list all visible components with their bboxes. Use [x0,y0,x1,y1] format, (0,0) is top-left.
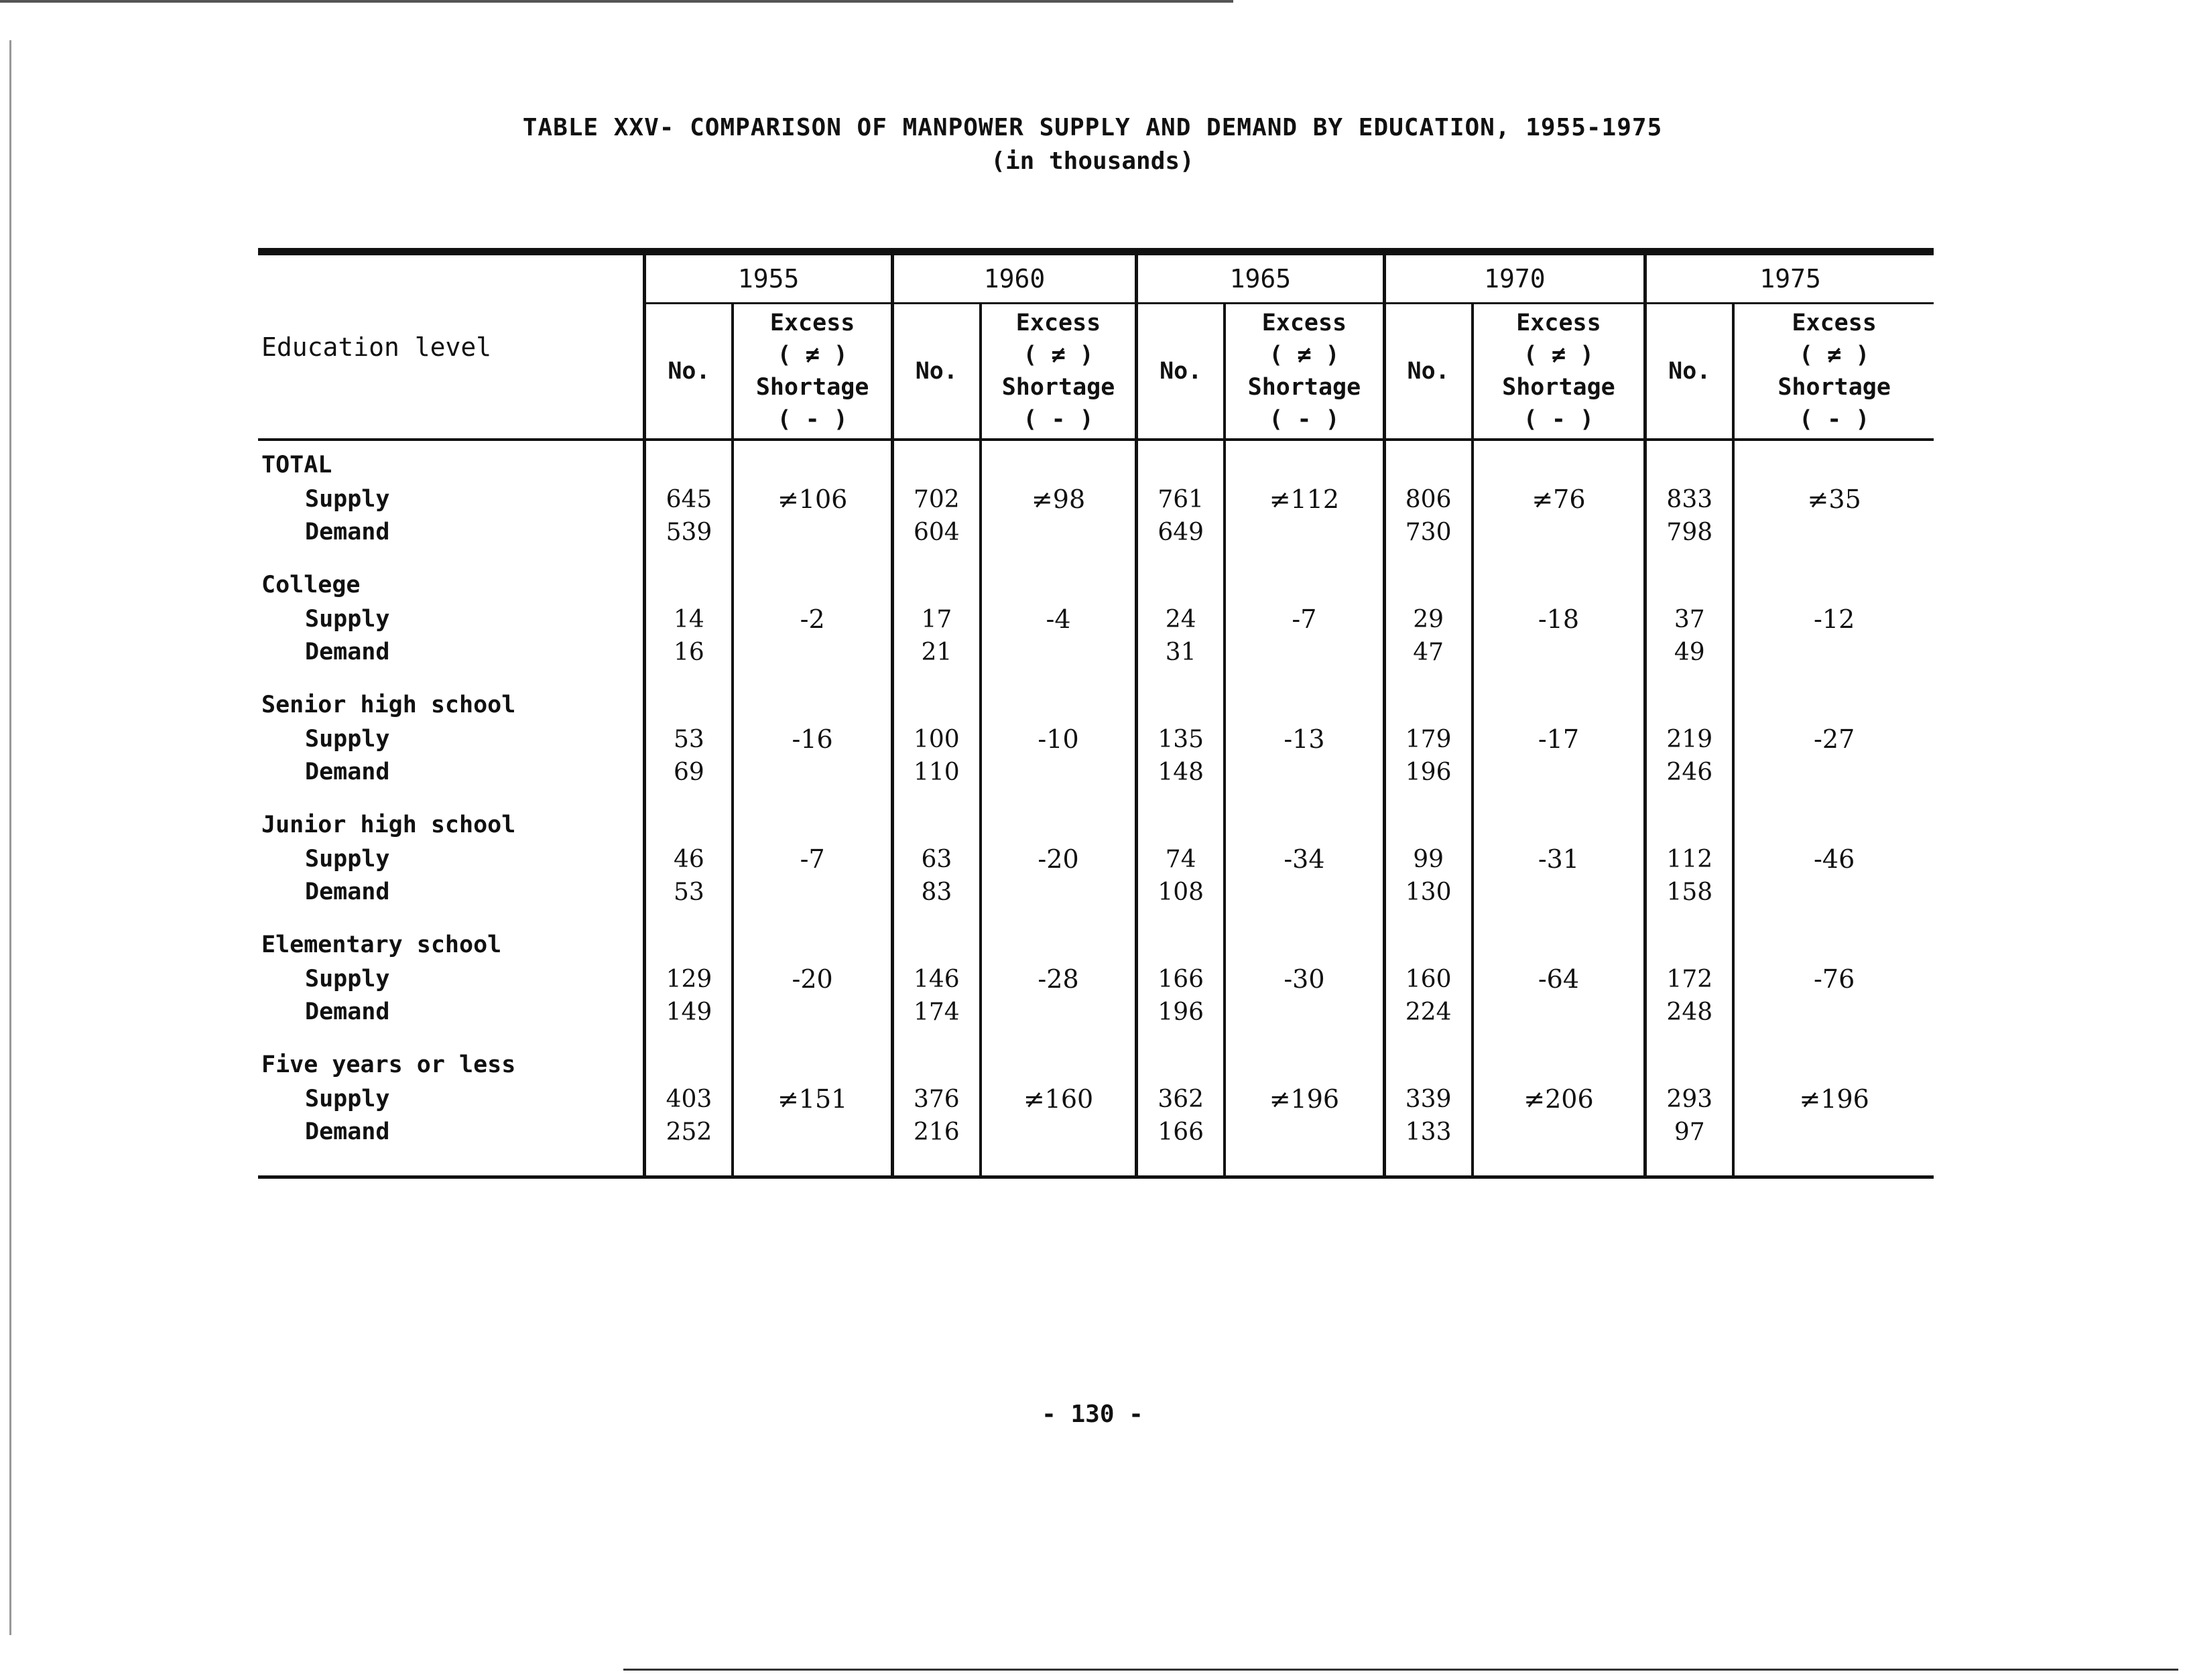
empty-cell [981,789,1137,843]
excess-shortage-value: -46 [1733,843,1934,876]
empty-cell [981,516,1137,549]
empty-cell [1473,789,1645,843]
demand-value: 97 [1645,1116,1734,1149]
empty-cell [645,1149,733,1175]
supply-label: Supply [305,486,390,513]
excess-shortage-value: -7 [1225,603,1384,636]
demand-row [258,636,1934,669]
supply-value: 74 [1137,843,1225,876]
empty-cell [1473,549,1645,603]
demand-value: 31 [1137,636,1225,669]
empty-cell [1384,669,1473,723]
excess-shortage-header-line: Excess [1015,310,1101,336]
supply-row [258,723,1934,756]
demand-value: 196 [1384,756,1473,789]
empty-cell [1137,909,1225,963]
demand-value: 133 [1384,1116,1473,1149]
empty-cell [733,549,892,603]
excess-shortage-header-line: ( ≠ ) [1798,342,1870,369]
empty-cell [733,1029,892,1083]
empty-cell [1225,1149,1384,1175]
no-header: No. [645,304,733,440]
empty-cell [1733,440,1934,483]
excess-shortage-value: -10 [981,723,1137,756]
excess-shortage-header-line: Excess [1792,310,1877,336]
demand-value: 47 [1384,636,1473,669]
supply-row [258,1083,1934,1116]
excess-shortage-value: ≠106 [733,483,892,516]
excess-shortage-value: -27 [1733,723,1934,756]
supply-value: 129 [645,963,733,996]
empty-cell [1473,1029,1645,1083]
year-header-1975: 1975 [1645,255,1934,304]
supply-label: Supply [305,606,390,633]
education-level-header: Education level [258,255,645,440]
empty-cell [1384,909,1473,963]
supply-value: 376 [892,1083,981,1116]
supply-label: Supply [305,846,390,873]
empty-cell [1645,909,1734,963]
table-bottom-spacer [258,1149,1934,1175]
empty-cell [1733,669,1934,723]
demand-row [258,756,1934,789]
empty-cell [733,876,892,909]
empty-cell [733,440,892,483]
empty-cell [981,636,1137,669]
scan-edge-left [9,40,11,1635]
group-heading-row [258,1029,1934,1083]
scan-edge-bottom [623,1669,2178,1671]
demand-label: Demand [305,759,390,785]
supply-value: 29 [1384,603,1473,636]
empty-cell [1137,1029,1225,1083]
empty-cell [1225,1029,1384,1083]
supply-value: 339 [1384,1083,1473,1116]
year-header-row [258,255,1934,304]
empty-cell [1473,876,1645,909]
excess-shortage-header [733,304,892,440]
supply-value: 37 [1645,603,1734,636]
excess-shortage-value: -16 [733,723,892,756]
supply-value: 761 [1137,483,1225,516]
group-name: Elementary school [261,931,502,958]
excess-shortage-value: ≠151 [733,1083,892,1116]
year-header-1970: 1970 [1384,255,1645,304]
excess-shortage-value: -18 [1473,603,1645,636]
excess-shortage-value: -76 [1733,963,1934,996]
year-header-1965: 1965 [1137,255,1384,304]
demand-value: 216 [892,1116,981,1149]
empty-cell [892,1149,981,1175]
excess-shortage-value: -34 [1225,843,1384,876]
empty-cell [733,669,892,723]
empty-cell [981,549,1137,603]
empty-cell [1733,876,1934,909]
supply-value: 46 [645,843,733,876]
empty-cell [1384,549,1473,603]
empty-cell [1733,789,1934,843]
group-heading-row [258,440,1934,483]
excess-shortage-value: ≠160 [981,1083,1137,1116]
excess-shortage-header [1733,304,1934,440]
empty-cell [892,549,981,603]
empty-cell [645,669,733,723]
data-table [258,255,1934,1175]
empty-cell [1733,996,1934,1029]
demand-label: Demand [305,879,390,905]
demand-value: 252 [645,1116,733,1149]
empty-cell [645,549,733,603]
empty-cell [1225,756,1384,789]
supply-value: 17 [892,603,981,636]
demand-value: 604 [892,516,981,549]
empty-cell [1645,549,1734,603]
empty-cell [1733,516,1934,549]
empty-cell [1733,1149,1934,1175]
empty-cell [733,1116,892,1149]
empty-cell [1473,669,1645,723]
group-heading-row [258,549,1934,603]
group-name: TOTAL [261,451,332,478]
excess-shortage-value: -7 [733,843,892,876]
demand-value: 110 [892,756,981,789]
excess-shortage-header-line: Shortage [1777,374,1891,401]
excess-shortage-value: -17 [1473,723,1645,756]
demand-value: 224 [1384,996,1473,1029]
demand-value: 69 [645,756,733,789]
excess-shortage-value: -31 [1473,843,1645,876]
scan-edge-top [0,0,1233,3]
empty-cell [1225,669,1384,723]
empty-cell [1137,789,1225,843]
excess-shortage-header-line: ( - ) [1523,406,1595,433]
excess-shortage-header [981,304,1137,440]
empty-cell [1225,440,1384,483]
demand-value: 83 [892,876,981,909]
demand-value: 730 [1384,516,1473,549]
empty-cell [981,876,1137,909]
empty-cell [1137,549,1225,603]
excess-shortage-value: -30 [1225,963,1384,996]
supply-value: 293 [1645,1083,1734,1116]
demand-value: 108 [1137,876,1225,909]
empty-cell [892,669,981,723]
demand-row [258,1116,1934,1149]
group-name: Five years or less [261,1051,516,1078]
excess-shortage-value: -20 [981,843,1137,876]
empty-cell [1645,1029,1734,1083]
no-header: No. [1137,304,1225,440]
excess-shortage-header [1473,304,1645,440]
empty-cell [258,1149,645,1175]
demand-label: Demand [305,1118,390,1145]
empty-cell [645,789,733,843]
excess-shortage-value: ≠112 [1225,483,1384,516]
top-rule [258,248,1934,255]
empty-cell [1137,669,1225,723]
no-header: No. [1645,304,1734,440]
demand-value: 130 [1384,876,1473,909]
supply-value: 14 [645,603,733,636]
demand-value: 21 [892,636,981,669]
empty-cell [981,909,1137,963]
supply-value: 219 [1645,723,1734,756]
table-title: TABLE XXV- COMPARISON OF MANPOWER SUPPLY AND DEMAND BY EDUCATION, 1955-1975 [522,114,1663,141]
excess-shortage-header [1225,304,1384,440]
group-name: Junior high school [261,811,516,838]
supply-value: 24 [1137,603,1225,636]
demand-row [258,996,1934,1029]
empty-cell [733,516,892,549]
excess-shortage-header-line: ( - ) [1798,406,1870,433]
year-header-1960: 1960 [892,255,1136,304]
empty-cell [1645,440,1734,483]
empty-cell [981,669,1137,723]
year-header-1955: 1955 [645,255,892,304]
empty-cell [1225,876,1384,909]
excess-shortage-value: ≠196 [1225,1083,1384,1116]
group-name: College [261,571,361,598]
excess-shortage-header-line: Excess [769,310,855,336]
empty-cell [1733,636,1934,669]
empty-cell [892,440,981,483]
empty-cell [1473,440,1645,483]
supply-row [258,843,1934,876]
excess-shortage-header-line: ( ≠ ) [777,342,848,369]
excess-shortage-value: ≠35 [1733,483,1934,516]
demand-value: 166 [1137,1116,1225,1149]
empty-cell [645,1029,733,1083]
demand-value: 149 [645,996,733,1029]
excess-shortage-value: -2 [733,603,892,636]
supply-value: 146 [892,963,981,996]
group-heading-row [258,909,1934,963]
excess-shortage-value: ≠206 [1473,1083,1645,1116]
supply-value: 63 [892,843,981,876]
supply-value: 362 [1137,1083,1225,1116]
empty-cell [1733,756,1934,789]
supply-value: 179 [1384,723,1473,756]
empty-cell [1473,909,1645,963]
demand-label: Demand [305,998,390,1025]
excess-shortage-value: -13 [1225,723,1384,756]
excess-shortage-header-line: ( ≠ ) [1023,342,1094,369]
supply-label: Supply [305,1086,390,1112]
demand-row [258,876,1934,909]
empty-cell [1473,516,1645,549]
supply-value: 135 [1137,723,1225,756]
empty-cell [733,996,892,1029]
empty-cell [1733,549,1934,603]
group-name: Senior high school [261,691,516,718]
empty-cell [1473,1149,1645,1175]
demand-value: 49 [1645,636,1734,669]
supply-value: 160 [1384,963,1473,996]
empty-cell [733,789,892,843]
excess-shortage-header-line: ( - ) [1023,406,1094,433]
no-header: No. [1384,304,1473,440]
empty-cell [981,1029,1137,1083]
empty-cell [645,440,733,483]
supply-value: 172 [1645,963,1734,996]
supply-value: 645 [645,483,733,516]
page-number: - 130 - [1042,1401,1143,1428]
empty-cell [892,909,981,963]
excess-shortage-header-line: Shortage [1502,374,1615,401]
empty-cell [981,1149,1137,1175]
supply-value: 100 [892,723,981,756]
empty-cell [1137,440,1225,483]
empty-cell [981,996,1137,1029]
empty-cell [1384,1149,1473,1175]
demand-value: 53 [645,876,733,909]
supply-value: 833 [1645,483,1734,516]
empty-cell [1645,1149,1734,1175]
empty-cell [1473,996,1645,1029]
empty-cell [1225,789,1384,843]
supply-value: 99 [1384,843,1473,876]
empty-cell [733,636,892,669]
excess-shortage-value: -64 [1473,963,1645,996]
excess-shortage-header-line: ( ≠ ) [1523,342,1595,369]
empty-cell [1384,1029,1473,1083]
group-heading-row [258,669,1934,723]
demand-label: Demand [305,639,390,665]
supply-label: Supply [305,966,390,992]
empty-cell [892,789,981,843]
empty-cell [1473,1116,1645,1149]
empty-cell [1137,1149,1225,1175]
empty-cell [1645,669,1734,723]
empty-cell [1733,1116,1934,1149]
demand-value: 148 [1137,756,1225,789]
supply-value: 806 [1384,483,1473,516]
table-container [258,248,1934,1179]
demand-value: 158 [1645,876,1734,909]
supply-value: 403 [645,1083,733,1116]
empty-cell [733,909,892,963]
empty-cell [1384,789,1473,843]
supply-label: Supply [305,726,390,753]
demand-value: 174 [892,996,981,1029]
empty-cell [981,440,1137,483]
empty-cell [1384,440,1473,483]
empty-cell [1225,909,1384,963]
demand-value: 16 [645,636,733,669]
empty-cell [1225,549,1384,603]
supply-value: 702 [892,483,981,516]
empty-cell [645,909,733,963]
table-subtitle: (in thousands) [991,147,1194,175]
demand-label: Demand [305,519,390,545]
excess-shortage-value: -20 [733,963,892,996]
supply-value: 166 [1137,963,1225,996]
excess-shortage-header-line: Excess [1261,310,1347,336]
empty-cell [1645,789,1734,843]
demand-value: 248 [1645,996,1734,1029]
supply-value: 53 [645,723,733,756]
excess-shortage-value: -28 [981,963,1137,996]
empty-cell [1225,516,1384,549]
empty-cell [892,1029,981,1083]
empty-cell [733,1149,892,1175]
excess-shortage-header-line: Excess [1516,310,1601,336]
excess-shortage-header-line: Shortage [1001,374,1115,401]
demand-value: 196 [1137,996,1225,1029]
empty-cell [981,1116,1137,1149]
empty-cell [733,756,892,789]
excess-shortage-value: ≠196 [1733,1083,1934,1116]
excess-shortage-value: -12 [1733,603,1934,636]
excess-shortage-header-line: ( - ) [1269,406,1340,433]
empty-cell [1473,756,1645,789]
demand-value: 649 [1137,516,1225,549]
demand-row [258,516,1934,549]
excess-shortage-header-line: Shortage [755,374,869,401]
excess-shortage-header-line: Shortage [1247,374,1361,401]
excess-shortage-value: ≠76 [1473,483,1645,516]
supply-row [258,603,1934,636]
empty-cell [1225,1116,1384,1149]
demand-value: 246 [1645,756,1734,789]
empty-cell [1473,636,1645,669]
no-header: No. [892,304,981,440]
bottom-rule [258,1175,1934,1179]
excess-shortage-header-line: ( - ) [777,406,848,433]
empty-cell [981,756,1137,789]
excess-shortage-header-line: ( ≠ ) [1269,342,1340,369]
empty-cell [1733,1029,1934,1083]
supply-row [258,963,1934,996]
supply-value: 112 [1645,843,1734,876]
demand-value: 539 [645,516,733,549]
excess-shortage-value: -4 [981,603,1137,636]
supply-row [258,483,1934,516]
excess-shortage-value: ≠98 [981,483,1137,516]
demand-value: 798 [1645,516,1734,549]
empty-cell [1733,909,1934,963]
group-heading-row [258,789,1934,843]
empty-cell [1225,636,1384,669]
empty-cell [1225,996,1384,1029]
